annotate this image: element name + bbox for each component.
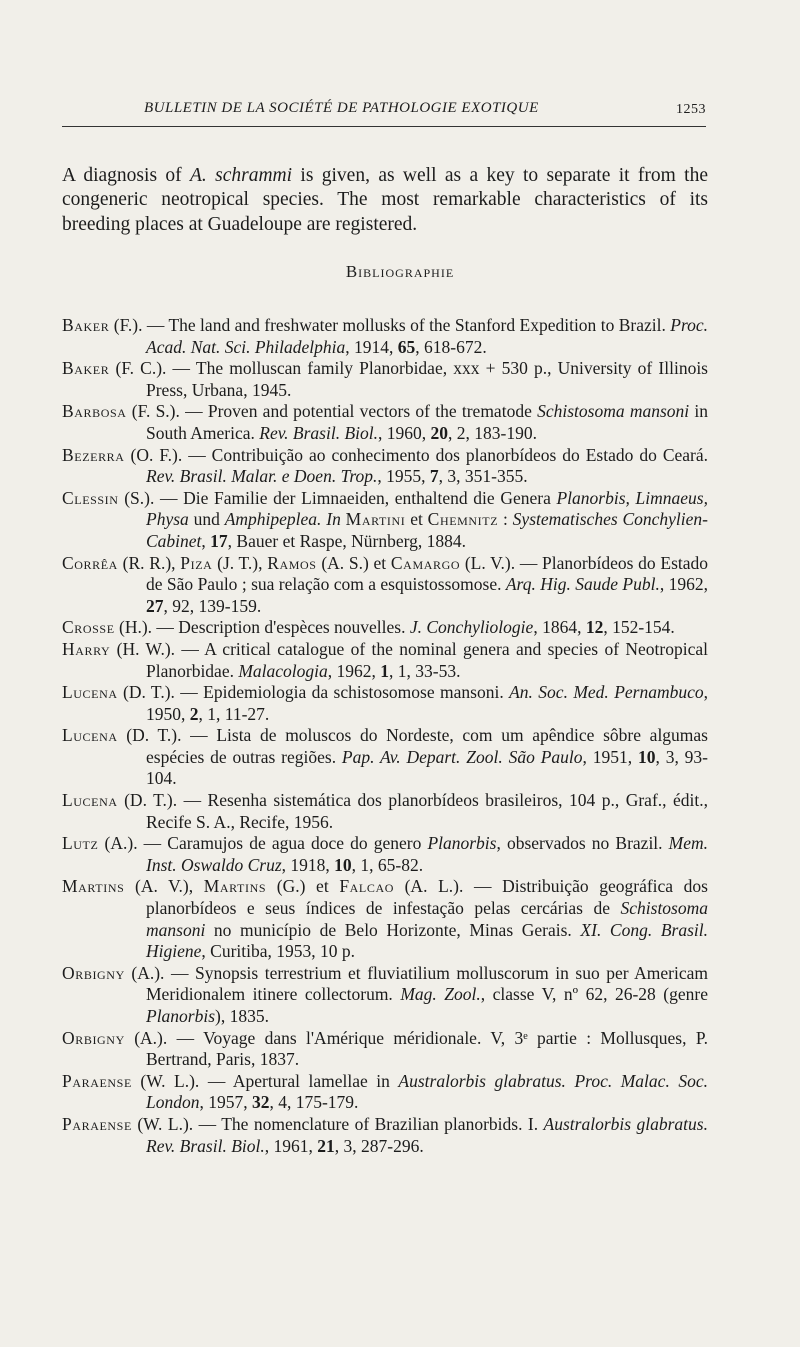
reference-text: ), 1835. (215, 1006, 269, 1026)
author-name: Paraense (62, 1113, 132, 1134)
reference-text: , 1914, (345, 336, 398, 357)
italic-text: J. Conchyliologie (409, 617, 534, 638)
reference-text: (W. L.). — The nomenclature of Brazilian planorbids. I. (131, 1113, 544, 1134)
abstract-species: A. schrammi (189, 164, 293, 186)
reference-text: , Curitiba, 1953, 10 p. (201, 941, 356, 962)
reference-entry (62, 682, 708, 725)
volume-number: 12 (585, 617, 604, 638)
reference-text: (H.). — Description d'espèces nouvelles. (114, 617, 410, 638)
author-name: Falcao (339, 876, 394, 897)
reference-text: , 1955, (377, 466, 430, 487)
author-name: Piza (180, 552, 213, 573)
reference-entry (62, 1071, 708, 1114)
reference-text: (O. F.). — Contribuição ao conhecimento dos planorbídeos do Estado do Ceará. (124, 444, 708, 465)
header-rule (62, 126, 706, 127)
reference-text: (G.) et (266, 876, 340, 897)
reference-text: (R. R.), (117, 552, 181, 573)
reference-text: (D. T.). — Lista de moluscos do Nordeste, com um apêndice sôbre algumas espécies de outras regiões. (117, 725, 708, 767)
italic-text: An. Soc. Med. Pernambuco (509, 682, 704, 703)
reference-text: (A.). — Synopsis terrestrium et fluviatilium molluscorum in suo per Americam Meridionalem itinere collectorum. (124, 962, 708, 1005)
author-name: Ramos (267, 552, 317, 573)
italic-text: Amphipeplea. In (224, 509, 341, 530)
reference-text: (J. T.), (212, 552, 268, 573)
reference-text: , 2, 183-190. (448, 422, 537, 443)
reference-text: (W. L.). — Apertural lamellae in (131, 1070, 399, 1091)
reference-text: (A.). — Voyage dans l'Amérique méridionale. V, 3ᵉ partie : Mollusques, P. Bertrand, Paris, 1837. (124, 1027, 708, 1070)
reference-text: (A. L.). — Distribuição geográfica dos planorbídeos e seus índices de infestação pelas cercárias de (146, 876, 708, 919)
italic-text: Planorbis, Limnaeus, Physa (146, 487, 708, 530)
reference-text: und (188, 509, 225, 530)
reference-text: (F.). — The land and freshwater mollusks of the Stanford Expedition to Brazil. (109, 315, 671, 335)
reference-entry (62, 315, 708, 358)
author-name: Chemnitz (427, 509, 499, 530)
section-heading: Bibliographie (345, 262, 455, 281)
volume-number: 32 (251, 1092, 270, 1113)
abstract-paragraph (62, 164, 708, 238)
journal-title: BULLETIN DE LA SOCIÉTÉ DE PATHOLOGIE EXOTIQUE (144, 100, 539, 116)
reference-text: , 152-154. (603, 617, 675, 638)
author-name: Martini (345, 509, 406, 530)
italic-text: Australorbis glabratus. Rev. Brasil. Biol. (146, 1113, 708, 1156)
volume-number: 1 (380, 660, 390, 681)
abstract-pre: A diagnosis of (62, 164, 190, 186)
reference-text: : (498, 509, 513, 530)
reference-text: (A.). — Caramujos de agua doce do genero (98, 833, 428, 854)
volume-number: 2 (189, 703, 199, 724)
reference-text: , 618-672. (415, 336, 487, 357)
reference-entry (62, 725, 708, 790)
reference-text: , 92, 139-159. (163, 595, 262, 616)
author-name: Paraense (62, 1070, 132, 1091)
reference-text: , 1960, (378, 422, 431, 443)
author-name: Crosse (62, 617, 115, 638)
reference-entry (62, 401, 708, 444)
reference-entry (62, 639, 708, 682)
reference-entry (62, 790, 708, 833)
author-name: Orbigny (62, 962, 125, 983)
reference-text: et (405, 509, 428, 530)
author-name: Harry (62, 638, 111, 659)
reference-text: (A. S.) et (316, 552, 391, 573)
reference-text: , 4, 175-179. (269, 1092, 359, 1113)
reference-text: , 1, 11-27. (198, 703, 270, 724)
reference-text: no município de Belo Horizonte, Minas Gerais. (205, 919, 581, 940)
italic-text: Systematisches Conchylien-Cabinet (146, 509, 709, 551)
author-name: Baker (62, 358, 110, 379)
reference-entry (62, 617, 708, 639)
reference-text: , 1961, (264, 1135, 318, 1156)
author-name: Clessin (62, 487, 119, 508)
reference-entry (62, 876, 708, 962)
italic-text: Proc. Acad. Nat. Sci. Philadelphia (146, 315, 708, 357)
volume-number: 20 (430, 422, 448, 443)
author-name: Barbosa (62, 401, 127, 422)
reference-text: (H. W.). — A critical catalogue of the nominal genera and species of Neotropical Planorbidae. (110, 638, 708, 681)
reference-text: , 1950, (146, 682, 708, 724)
reference-entry (62, 833, 708, 876)
author-name: Martins (203, 876, 267, 897)
reference-text: (F. C.). — The molluscan family Planorbidae, xxx + 530 p., University of Illinois Press, Urbana, 1945. (109, 358, 708, 400)
reference-text: , 3, 287-296. (334, 1135, 424, 1156)
reference-text: , 1957, (199, 1092, 252, 1113)
volume-number: 10 (334, 854, 352, 875)
italic-text: Pap. Av. Depart. Zool. São Paulo (341, 746, 583, 767)
reference-text: , Bauer et Raspe, Nürnberg, 1884. (227, 530, 466, 551)
italic-text: Mag. Zool. (400, 984, 481, 1005)
volume-number: 7 (429, 466, 439, 487)
reference-text: (A. V.), (124, 876, 204, 897)
abstract-post: is given, as well as a key to separate it from the congeneric neotropical species. The most remarkable characteristics of its breeding places at Guadeloupe are registered. (62, 164, 708, 235)
author-name: Lucena (62, 682, 118, 703)
reference-entry (62, 553, 708, 618)
author-name: Lucena (62, 725, 118, 746)
reference-text: , observados no Brazil. (496, 833, 669, 854)
reference-entry (62, 963, 708, 1028)
reference-text: , 1962, (327, 660, 381, 681)
author-name: Lucena (62, 790, 118, 811)
reference-text: (F. S.). — Proven and potential vectors of the trematode (126, 401, 538, 422)
volume-number: 10 (637, 746, 656, 767)
reference-text: , 1, 33-53. (389, 660, 461, 681)
reference-text: (L. V.). — Planorbídeos do Estado de São Paulo ; sua relação com a esquistossomose. (146, 552, 709, 595)
reference-text: in South America. (146, 401, 708, 443)
reference-text: , classe V, nº 62, 26-28 (genre (480, 984, 708, 1005)
reference-entry (62, 1114, 708, 1157)
author-name: Bezerra (62, 444, 125, 465)
author-name: Camargo (390, 552, 461, 573)
reference-entry (62, 358, 708, 401)
italic-text: Schistosoma mansoni (146, 898, 708, 940)
author-name: Martins (62, 876, 125, 897)
italic-text: Arq. Hig. Saude Publ. (505, 574, 660, 595)
reference-text: , (201, 530, 211, 551)
reference-text: , 3, 93-104. (146, 746, 709, 789)
volume-number: 17 (210, 530, 228, 551)
italic-text: Schistosoma mansoni (537, 401, 690, 422)
reference-text: (D. T.). — Resenha sistemática dos planorbídeos brasileiros, 104 p., Graf., édit., Recife S. A., Recife, 1956. (117, 790, 708, 832)
reference-text: , 1962, (659, 574, 709, 595)
italic-text: XI. Cong. Brasil. Higiene (146, 919, 708, 962)
italic-text: Malacologia (238, 660, 328, 681)
italic-text: Australorbis glabratus. Proc. Malac. Soc. London (146, 1070, 708, 1113)
reference-text: , 1918, (281, 854, 335, 875)
italic-text: Rev. Brasil. Malar. e Doen. Trop. (146, 466, 378, 487)
volume-number: 65 (397, 336, 416, 357)
reference-entry (62, 488, 708, 553)
author-name: Baker (62, 315, 110, 335)
reference-text: , 1, 65-82. (351, 854, 424, 875)
reference-text: , 1864, (533, 617, 586, 638)
author-name: Corrêa (62, 552, 118, 573)
reference-entry (62, 445, 708, 488)
reference-entry (62, 1028, 708, 1071)
italic-text: Planorbis (146, 1006, 216, 1026)
volume-number: 21 (317, 1135, 335, 1156)
reference-text: (S.). — Die Familie der Limnaeiden, enthaltend die Genera (118, 487, 557, 508)
reference-text: , 1951, (582, 746, 638, 767)
volume-number: 27 (146, 595, 164, 616)
reference-text: (D. T.). — Epidemiologia da schistosomose mansoni. (117, 682, 510, 703)
author-name: Lutz (62, 833, 99, 854)
italic-text: Rev. Brasil. Biol. (259, 422, 378, 443)
page-number: 1253 (676, 102, 706, 117)
italic-text: Planorbis (427, 833, 497, 854)
italic-text: Mem. Inst. Oswaldo Cruz (146, 833, 709, 875)
author-name: Orbigny (62, 1027, 125, 1048)
bibliography-list (62, 315, 708, 1157)
reference-text: , 3, 351-355. (438, 466, 528, 487)
